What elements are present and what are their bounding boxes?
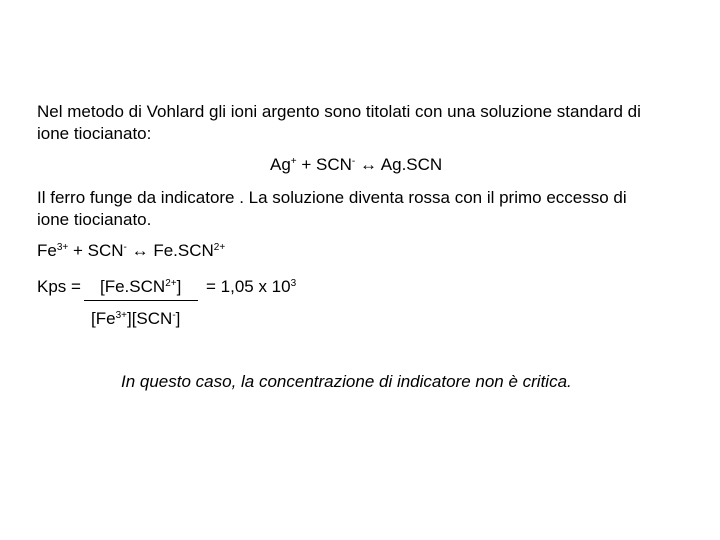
plus-sign: + [68, 241, 88, 260]
kps-equals-value: = 1,05 x 10 [206, 277, 291, 296]
intro-line-1: Nel metodo di Vohlard gli ioni argento sono titolati con una soluzione standard di [37, 102, 641, 121]
fraction-bar [84, 300, 198, 301]
product-charge: 2+ [213, 242, 226, 253]
denominator-close: ] [175, 309, 181, 328]
intro-paragraph [37, 101, 641, 145]
numerator-text: [Fe.SCN [100, 277, 166, 296]
denominator-scn-charge: - [172, 310, 176, 321]
kps-exponent: 3 [290, 278, 297, 289]
numerator-charge: 2+ [165, 278, 177, 289]
reactant-silver: Ag [270, 155, 291, 174]
kps-value [206, 276, 296, 298]
kps-numerator [100, 276, 181, 298]
reactant-thiocyanate: SCN [316, 155, 352, 174]
indicator-line-2: ione tiocianato. [37, 210, 152, 229]
silver-charge: + [290, 156, 297, 167]
thiocyanate-charge: - [351, 156, 356, 167]
kps-label: Kps = [37, 277, 86, 296]
plus-sign: + [296, 155, 317, 174]
denominator-fe: [Fe [91, 309, 116, 328]
product-silver-thiocyanate: Ag.SCN [380, 155, 443, 174]
product-iron-thiocyanate: Fe.SCN [153, 241, 214, 260]
conclusion-text: In questo caso, la concentrazione di indicatore non è critica. [121, 372, 572, 391]
intro-line-2: ione tiocianato: [37, 124, 152, 143]
indicator-paragraph [37, 187, 627, 231]
iron-charge: 3+ [56, 242, 69, 253]
denominator-mid: ][SCN [126, 309, 173, 328]
equilibrium-arrow: ↔ [355, 155, 381, 174]
numerator-close: ] [176, 277, 182, 296]
reactant-iron: Fe [37, 241, 57, 260]
kps-denominator [91, 308, 180, 330]
reactant-thiocyanate: SCN [87, 241, 124, 260]
thiocyanate-charge: - [123, 242, 127, 253]
indicator-line-1: Il ferro funge da indicatore . La soluzione diventa rossa con il primo eccesso di [37, 188, 627, 207]
denominator-fe-charge: 3+ [115, 310, 127, 321]
equilibrium-arrow: ↔ [126, 241, 154, 260]
reaction-silver-thiocyanate [270, 154, 442, 176]
reaction-iron-thiocyanate [37, 240, 225, 262]
